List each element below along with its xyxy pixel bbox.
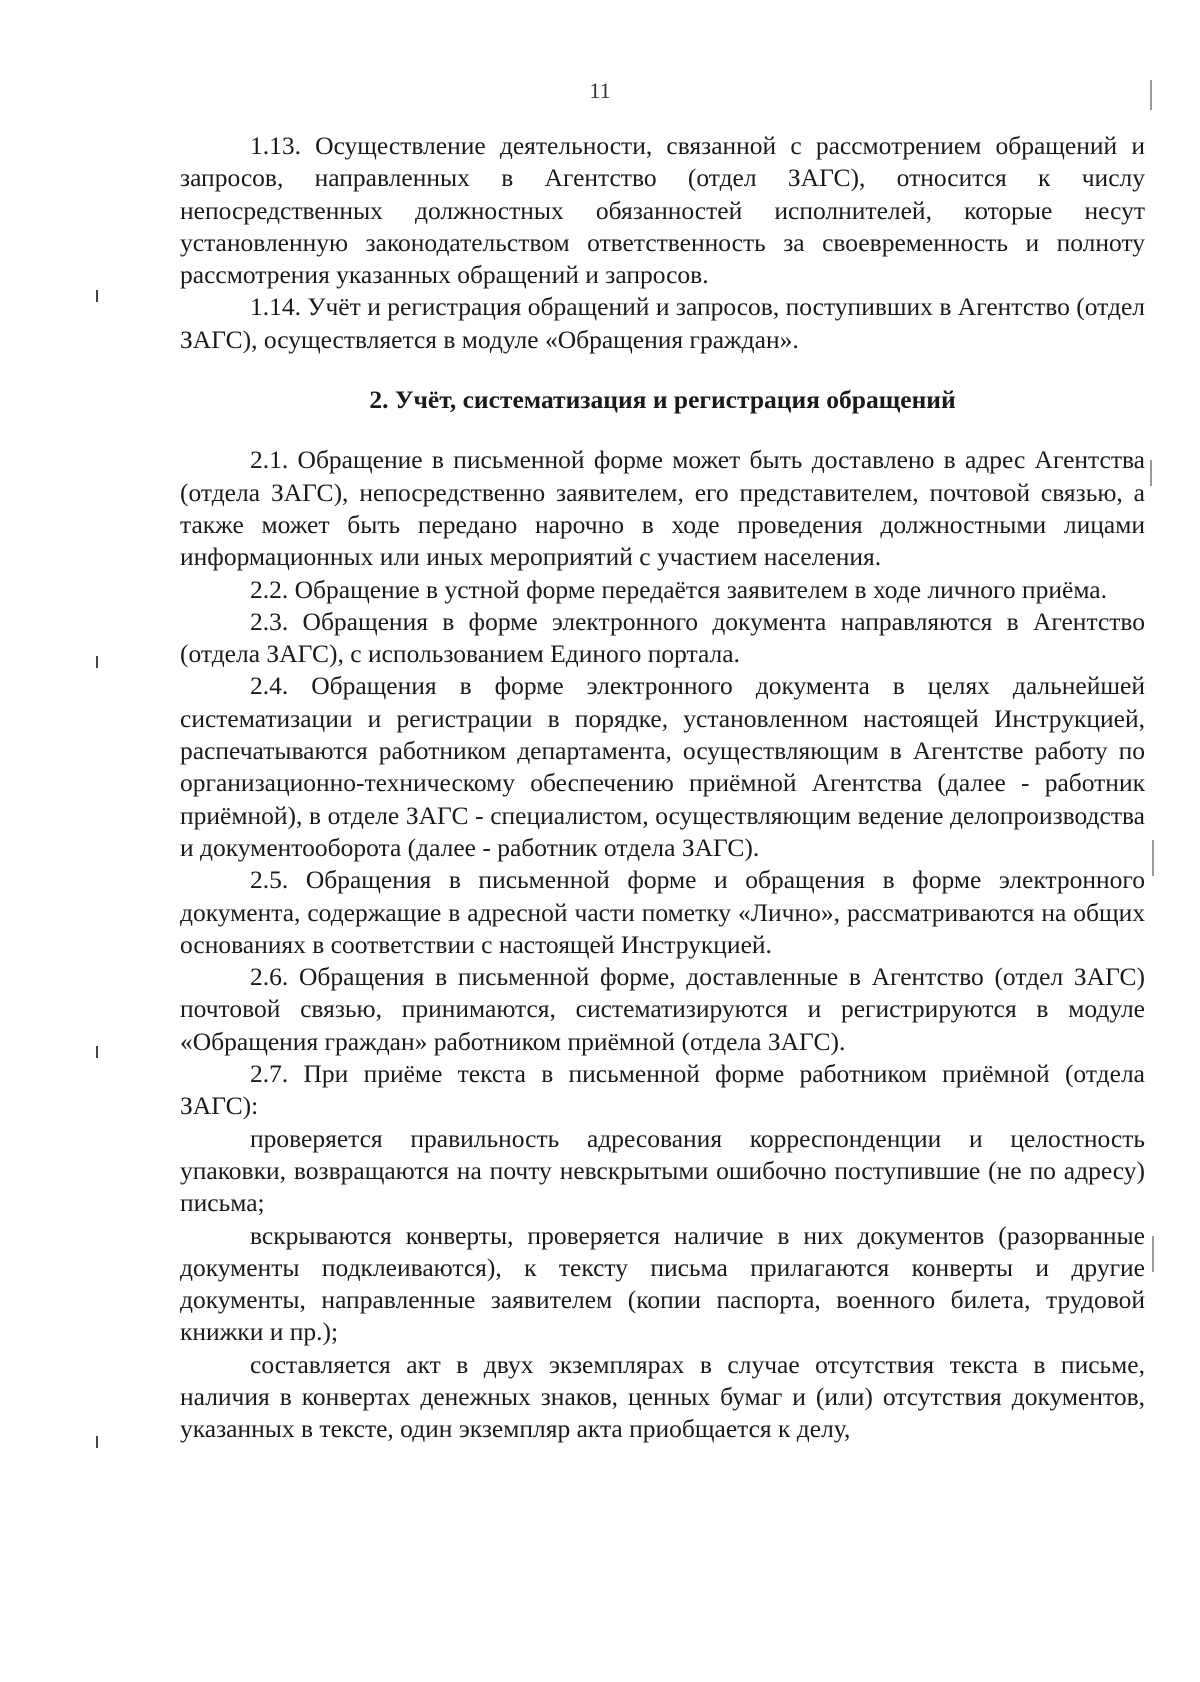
page-number: 11 [589,78,611,103]
paragraph-2-3: 2.3. Обращения в форме электронного документа направляются в Агентство (отдела ЗАГС), с использованием Единого портала. [180,606,1145,669]
scan-edge-mark [1152,1236,1154,1272]
paragraph-1-14: 1.14. Учёт и регистрация обращений и запросов, поступивших в Агентство (отдел ЗАГС), осуществляется в модуле «Обращения граждан». [180,292,1145,354]
scan-margin-mark [96,290,98,302]
scan-margin-mark [96,1046,98,1058]
paragraph-2-1: 2.1. Обращение в письменной форме может быть доставлено в адрес Агентства (отдела ЗАГС), непосредственно заявителем, его представителем, почтовой связью, а также может быть передано нарочно в ходе проведения должностными лицами информационных или иных мероприятий с участием населения. [180,445,1145,572]
paragraph-2-4: 2.4. Обращения в форме электронного документа в целях дальнейшей систематизации и регистрации в порядке, установленном настоящей Инструкцией, распечатываются работником департамента, осуществляющим в Агентстве работу по организационно-техническому обеспечению приёмной Агентства (далее - работник приёмной), в отделе ЗАГС - специалистом, осуществляющим ведение делопроизводства и документооборота (далее - работник отдела ЗАГС). [180,671,1145,862]
scan-edge-mark [1150,80,1152,110]
scan-edge-mark [1152,840,1154,876]
scan-edge-mark [1150,460,1152,486]
document-body [180,130,1145,1446]
paragraph-2-5: 2.5. Обращения в письменной форме и обращения в форме электронного документа, содержащие в адресной части пометку «Лично», рассматриваются на общих основаниях в соответствии с настоящей Инструкцией. [180,865,1145,959]
paragraph-1-13: 1.13. Осуществление деятельности, связанной с рассмотрением обращений и запросов, направленных в Агентство (отдел ЗАГС), относится к числу непосредственных должностных обязанностей исполнителей, которые несут установленную законодательством ответственность за своевременность и полноту рассмотрения указанных обращений и запросов. [180,131,1145,290]
paragraph-2-7: 2.7. При приёме текста в письменной форме работником приёмной (отдела ЗАГС): [180,1059,1145,1121]
paragraph-2-7-item-1: проверяется правильность адресования корреспонденции и целостность упаковки, возвращаются на почту невскрытыми ошибочно поступившие (не по адресу) письма; [180,1123,1145,1218]
paragraph-2-7-item-2: вскрываются конверты, проверяется наличие в них документов (разорванные документы подклеиваются), к тексту письма прилагаются конверты и другие документы, направленные заявителем (копии паспорта, военного билета, трудовой книжки и пр.); [180,1220,1145,1347]
scan-margin-mark [96,1436,98,1448]
paragraph-2-6: 2.6. Обращения в письменной форме, доставленные в Агентство (отдел ЗАГС) почтовой связью, принимаются, систематизируются и регистрируются в модуле «Обращения граждан» работником приёмной (отдела ЗАГС). [180,962,1145,1056]
paragraph-2-7-item-3: составляется акт в двух экземплярах в случае отсутствия текста в письме, наличия в конвертах денежных знаков, ценных бумаг и (или) отсутствия документов, указанных в тексте, один экземпляр акта приобщается к делу, [180,1349,1145,1444]
section-heading: 2. Учёт, систематизация и регистрация обращений [369,385,956,415]
scan-margin-mark [96,656,98,668]
paragraph-2-2: 2.2. Обращение в устной форме передаётся заявителем в ходе личного приёма. [250,574,1107,604]
